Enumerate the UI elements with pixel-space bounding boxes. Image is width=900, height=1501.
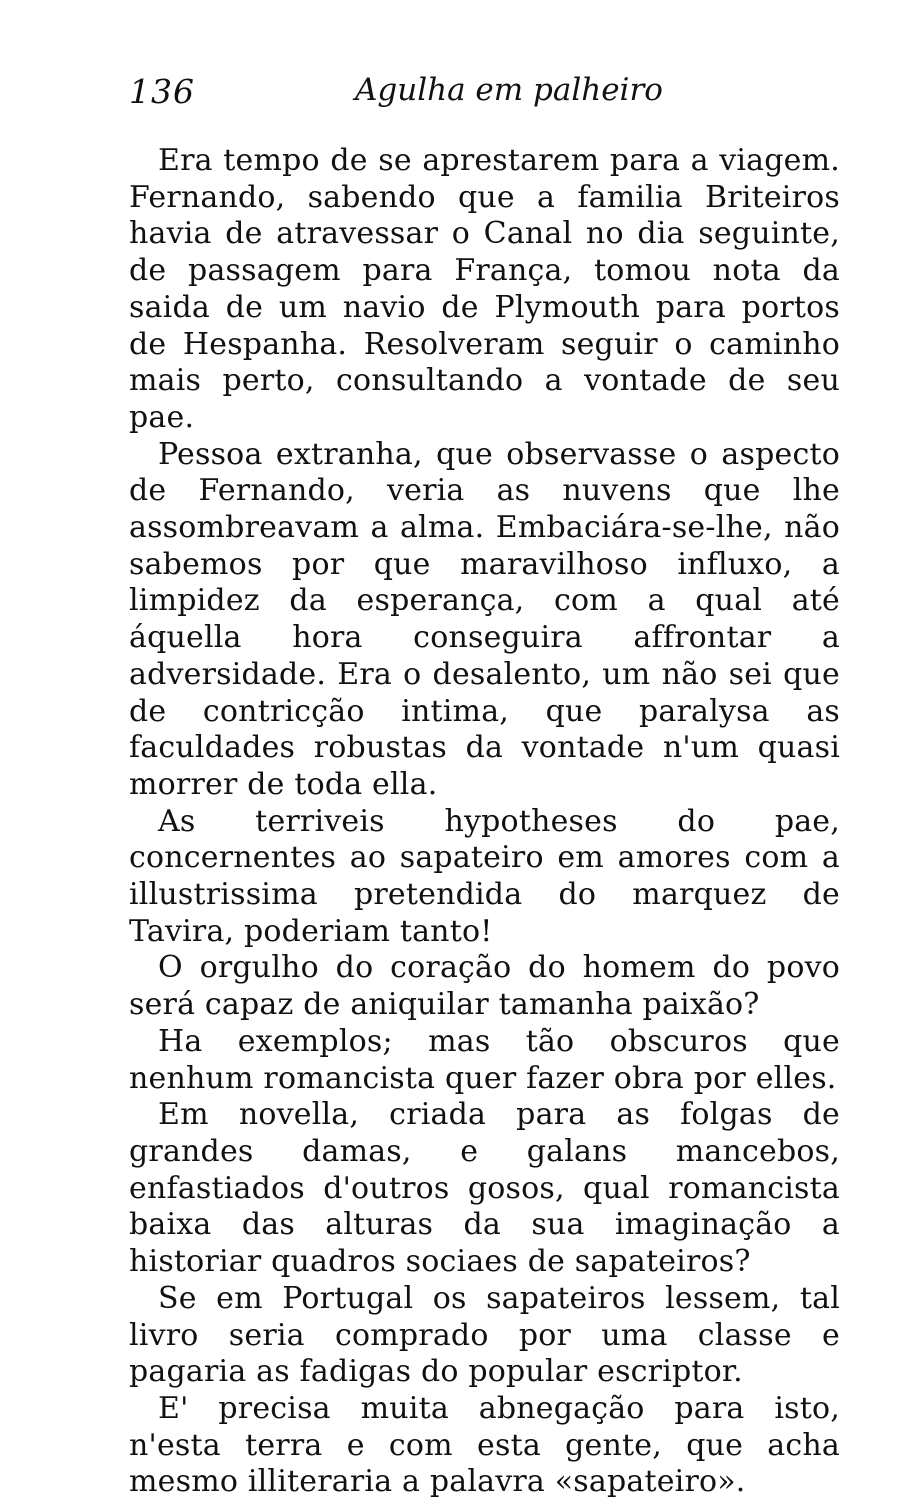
paragraph: Pessoa extranha, que observasse o aspecto de Fernando, veria as nuvens que lhe assombreavam a alma. Embaciára-se-lhe, não sabemos por que maravilhoso influxo, a limpidez da esperança, com a qual até áquella hora conseguira affrontar a adversidade. Era o desalento, um não sei que de contricção intima, que paralysa as faculdades robustas da vontade n'um quasi morrer de toda ella.: [129, 436, 840, 802]
paragraph: O orgulho do coração do homem do povo será capaz de aniquilar tamanha paixão?: [129, 950, 840, 1023]
running-header: [129, 72, 840, 122]
paragraph: Em novella, criada para as folgas de grandes damas, e galans mancebos, enfastiados d'outros gosos, qual romancista baixa das alturas da sua imaginação a historiar quadros sociaes de sapateiros?: [129, 1097, 840, 1280]
body-text: [129, 143, 840, 1501]
paragraph: Era tempo de se aprestarem para a viagem. Fernando, sabendo que a familia Briteiros havia de atravessar o Canal no dia seguinte, de passagem para França, tomou nota da saida de um navio de Plymouth para portos de Hespanha. Resolveram seguir o caminho mais perto, consultando a vontade de seu pae.: [129, 143, 840, 435]
running-title: Agulha em palheiro: [355, 72, 663, 108]
paragraph: Ha exemplos; mas tão obscuros que nenhum romancista quer fazer obra por elles.: [129, 1023, 840, 1096]
page-number: 136: [129, 72, 195, 111]
paragraph: E' precisa muita abnegação para isto, n'esta terra e com esta gente, que acha mesmo illiteraria a palavra «sapateiro».: [129, 1390, 840, 1500]
paragraph: As terriveis hypotheses do pae, concernentes ao sapateiro em amores com a illustrissima pretendida do marquez de Tavira, poderiam tanto!: [129, 803, 840, 949]
paragraph: Se em Portugal os sapateiros lessem, tal livro seria comprado por uma classe e pagaria as fadigas do popular escriptor.: [129, 1280, 840, 1390]
